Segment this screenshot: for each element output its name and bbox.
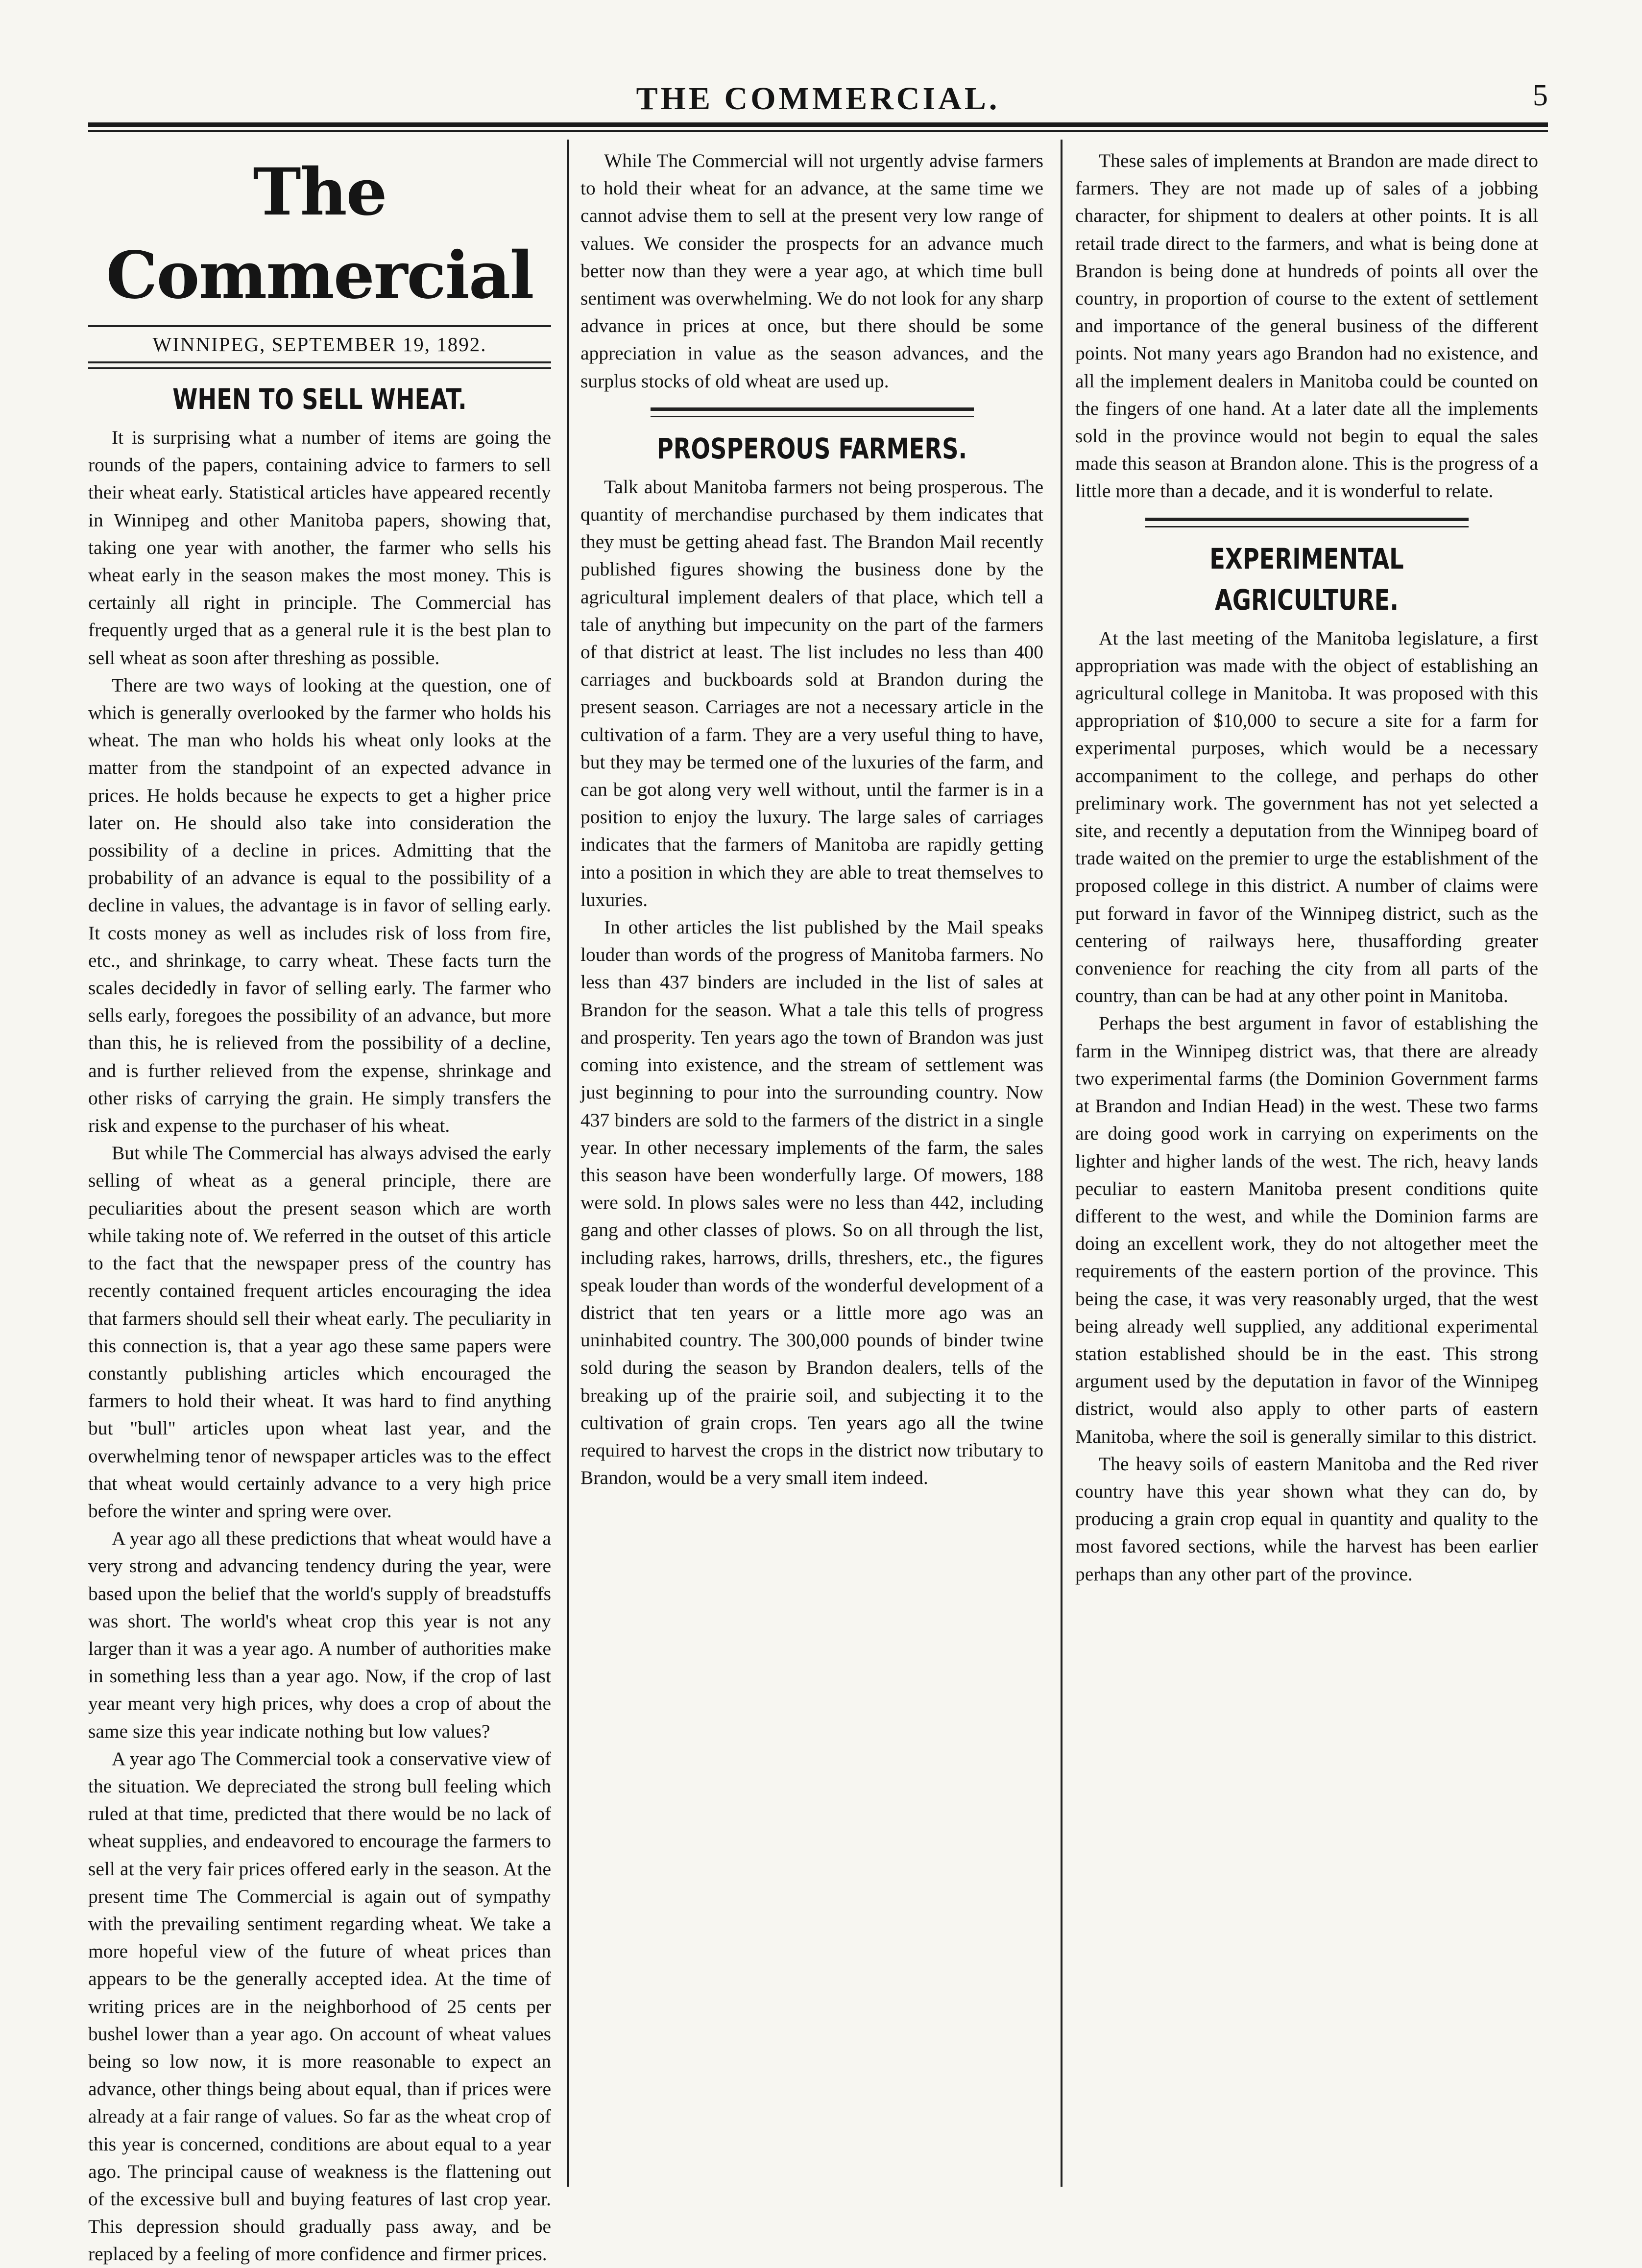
paragraph: In other articles the list published by the Mail speaks louder than words of the progress of Manitoba farmers. No less than 437 binders are included in the list of sales at Brandon for the season. What a tale this tells of progress and prosperity. Ten years ago the town of Brandon was just coming into existence, and the stream of settlement was just beginning to pour into the surrounding country. Now 437 binders are sold to the farmers of the district in a single year. In other necessary implements of the farm, the sales this season have been wonderfully large. Of mowers, 188 were sold. In plows sales were no less than 442, including gang and other classes of plows. So on all through the list, including rakes, harrows, drills, threshers, etc., the figures speak louder than words of the wonderful development of a district that ten years or a little more ago was an uninhabited country. The 300,000 pounds of binder twine sold during the season by Brandon dealers, tells of the breaking up of the prairie soil, and subjecting it to the cultivation of grain crops. Ten years ago all the twine required to harvest the crops in the district now tributary to Brandon, would be a very small item indeed. bbox=[580, 916, 1043, 1489]
header-rule-thin bbox=[88, 130, 1548, 132]
header-rule bbox=[88, 122, 1548, 127]
article-divider bbox=[651, 407, 974, 417]
masthead: The Commercial bbox=[106, 154, 533, 313]
running-head bbox=[88, 78, 1548, 118]
column-1 bbox=[88, 147, 551, 2265]
column-3 bbox=[1075, 147, 1538, 2189]
paragraph: Perhaps the best argument in favor of establishing the farm in the Winnipeg district was, that there are already two experimental farms (the Dominion Government farms at Brandon and Indian Head) in the west. These two farms are doing good work in carrying on experiments on the lighter and higher lands of the west. The rich, heavy lands peculiar to eastern Manitoba present conditions quite different to the west, and while the Dominion farms are doing an excellent work, they do not altogether meet the requirements of the eastern portion of the province. This being the case, it was very reasonably urged, that the west being already well supplied, any additional experimental station established should be in the east. This strong argument used by the deputation in favor of the Winnipeg district, would also apply to other parts of eastern Manitoba, where the soil is generally similar to this district. bbox=[1075, 1012, 1538, 1447]
paragraph: But while The Commercial has always advised the early selling of wheat as a general principle, there are peculiarities about the present season which are worth while taking note of. We referred in the outset of this article to the fact that the newspaper press of the country has recently contained frequent articles encouraging the idea that farmers should sell their wheat early. The peculiarity in this connection is, that a year ago these same papers were constantly publishing articles which encouraged the farmers to hold their wheat. It was hard to find anything but "bull" articles upon wheat last year, and the overwhelming tenor of newspaper articles was to the effect that wheat would certainly advance to a very high price before the winter and spring were over. bbox=[88, 1142, 551, 1522]
headline-prosperous-farmers: PROSPEROUS FARMERS. bbox=[656, 431, 967, 465]
article-divider bbox=[1145, 518, 1469, 527]
column-2 bbox=[580, 147, 1043, 2189]
dateline: WINNIPEG, SEPTEMBER 19, 1892. bbox=[88, 325, 551, 363]
paragraph: At the last meeting of the Manitoba legislature, a first appropriation was made with the object of establishing an agricultural college in Manitoba. It was proposed with this appropriation of $10,000 to secure a site for a farm for experimental purposes, which would be a necessary accompaniment to the college, and perhaps do other preliminary work. The government has not yet selected a site, and recently a deputation from the Winnipeg board of trade waited on the premier to urge the establishment of the proposed college in this district. A number of claims were put forward in favor of the Winnipeg district, such as the centering of railways here, thusaffording greater convenience for reaching the city from all parts of the country, than can be had at any other point in Manitoba. bbox=[1075, 627, 1538, 1007]
paragraph: It is surprising what a number of items are going the rounds of the papers, containing advice to farmers to sell their wheat early. Statistical articles have appeared recently in Winnipeg and other Manitoba papers, showing that, taking one year with another, the farmer who sells his wheat early in the season makes the most money. This is certainly all right in principle. The Commercial has frequently urged that as a general rule it is the best plan to sell wheat as soon after threshing as possible. bbox=[88, 427, 551, 668]
dateline-rule bbox=[88, 367, 551, 369]
paragraph: While The Commercial will not urgently advise farmers to hold their wheat for an advance, at the same time we cannot advise them to sell at the present very low range of values. We consider the prospects for an advance much better now than they were a year ago, at which time bull sentiment was overwhelming. We do not look for any sharp advance in prices at once, but there should be some appreciation in value as the season advances, and the surplus stocks of old wheat are used up. bbox=[580, 150, 1043, 392]
headline-when-to-sell-wheat: WHEN TO SELL WHEAT. bbox=[172, 382, 467, 416]
paragraph: There are two ways of looking at the question, one of which is generally overlooked by the farmer who holds his wheat. The man who holds his wheat only looks at the matter from the standpoint of an expected advance in prices. He holds because he expects to get a higher price later on. He should also take into consideration the possibility of a decline in prices. Admitting that the probability of an advance is equal to the possibility of a decline in values, the advantage is in favor of selling early. It costs money as well as includes risk of loss from fire, etc., and shrinkage, to carry wheat. These facts turn the scales decidedly in favor of selling early. The farmer who sells early, foregoes the possibility of an advance, but more than this, he is relieved from the possibility of a decline, and is further relieved from the expense, shrinkage and other risks of carrying the grain. He simply transfers the risk and expense to the purchaser of his wheat. bbox=[88, 674, 551, 1137]
paragraph: A year ago The Commercial took a conservative view of the situation. We depreciated the strong bull feeling which ruled at that time, predicted that there would be no lack of wheat supplies, and endeavored to encourage the farmers to sell at the very fair prices offered early in the season. At the present time The Commercial is again out of sympathy with the prevailing sentiment regarding wheat. We take a more hopeful view of the future of wheat prices than appears to be the generally accepted idea. At the time of writing prices are in the neighborhood of 25 cents per bushel lower than a year ago. On account of wheat values being so low now, it is more reasonable to expect an advance, other things being about equal, than if prices were already at a fair range of values. So far as the wheat crop of this year is concerned, conditions are about equal to a year ago. The principal cause of weakness is the flattening out of the excessive bull and buying features of last crop year. This depression should gradually pass away, and be replaced by a feeling of more confidence and firmer prices. bbox=[88, 1747, 551, 2265]
column-rule bbox=[567, 140, 569, 2187]
running-title: THE COMMERCIAL. bbox=[636, 81, 1000, 117]
paragraph: Talk about Manitoba farmers not being prosperous. The quantity of merchandise purchased by them indicates that they must be getting ahead fast. The Brandon Mail recently published figures showing the business done by the agricultural implement dealers of that place, which tell a tale of anything but impecunity on the part of the farmers of that district at least. The list includes no less than 400 carriages and buckboards sold at Brandon during the present season. Carriages are not a necessary article in the cultivation of a farm. They are a very useful thing to have, but they may be termed one of the luxuries of the farm, and can be got along very well without, until the farmer is in a position to enjoy the luxury. The large sales of carriages indicates that the farmers of Manitoba are rapidly getting into a position in which they are able to treat themselves to luxuries. bbox=[580, 476, 1043, 910]
paragraph: A year ago all these predictions that wheat would have a very strong and advancing tendency during the year, were based upon the belief that the world's supply of breadstuffs was short. The world's wheat crop this year is not any larger than it was a year ago. A number of authorities make in something less than a year ago. Now, if the crop of last year meant very high prices, why does a crop of about the same size this year indicate nothing but low values? bbox=[88, 1528, 551, 1742]
page-number: 5 bbox=[1533, 79, 1548, 112]
headline-experimental-agriculture: EXPERIMENTAL AGRICULTURE. bbox=[1209, 542, 1404, 617]
column-rule bbox=[1061, 140, 1062, 2187]
paragraph: These sales of implements at Brandon are made direct to farmers. They are not made up of sales of a jobbing character, for shipment to dealers at other points. It is all retail trade direct to the farmers, and what is being done at Brandon is being done at hundreds of points all over the country, in proportion of course to the extent of settlement and importance of the general business of the different points. Not many years ago Brandon had no existence, and all the implement dealers in Manitoba could be counted on the fingers of one hand. At a later date all the implements sold in the province would not begin to equal the sales made this season at Brandon alone. This is the progress of a little more than a decade, and it is wonderful to relate. bbox=[1075, 150, 1538, 502]
paragraph: The heavy soils of eastern Manitoba and the Red river country have this year shown what they can do, by producing a grain crop equal in quantity and quality to the most favored sections, while the harvest has been earlier perhaps than any other part of the province. bbox=[1075, 1453, 1538, 1585]
